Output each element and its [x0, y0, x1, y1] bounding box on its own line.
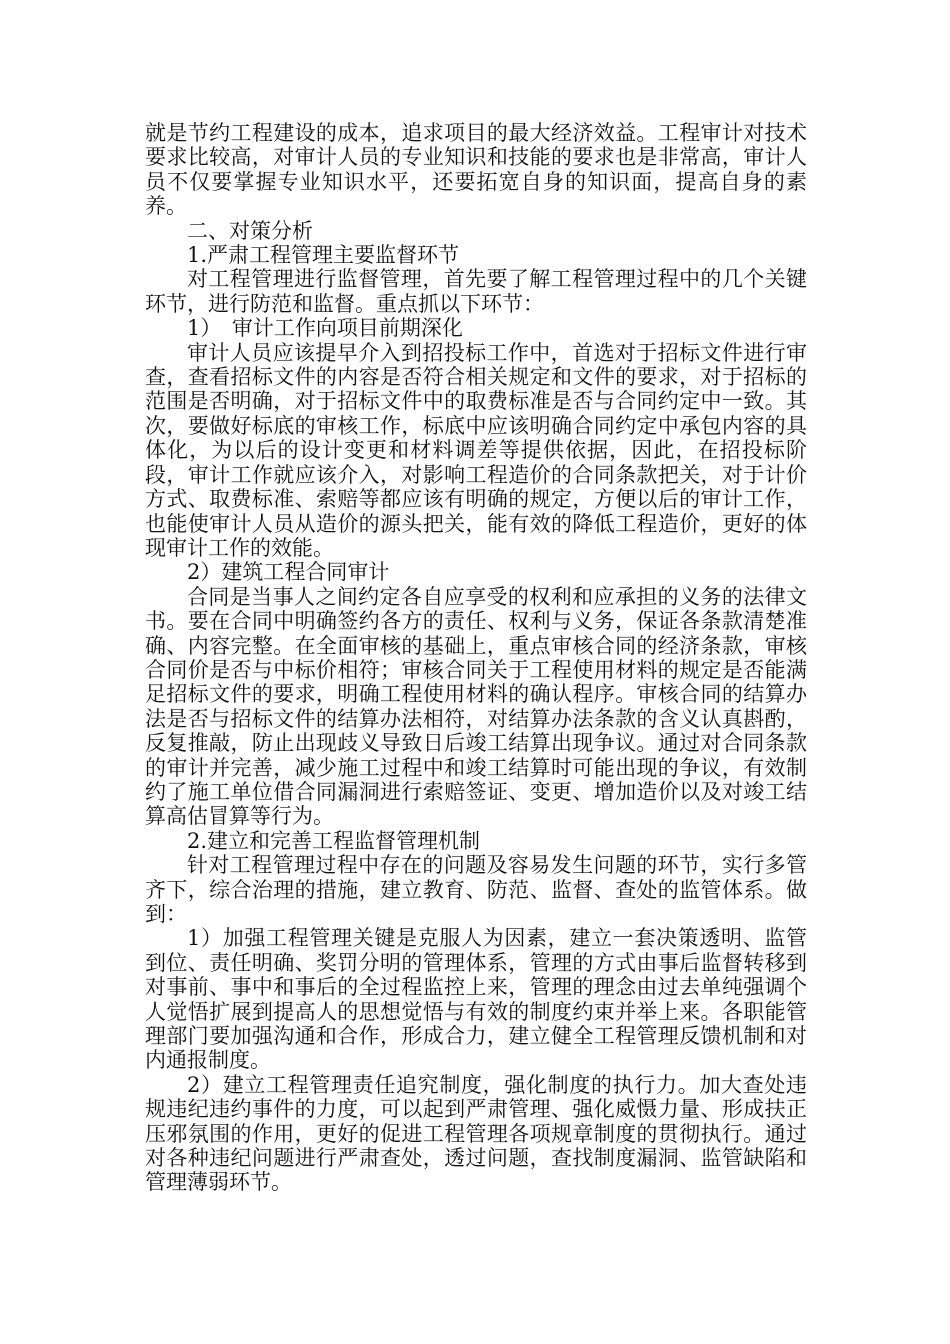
- paragraph-contract-audit: 合同是当事人之间约定各自应享受的权利和应承担的义务的法律文书。要在合同中明确签约各方的责任、权利与义务，保证各条款清楚准确、内容完整。在全面审核的基础上，重点审核合同的经济条款，审核合同价是否与中标价相符；审核合同关于工程使用材料的规定是否能满足招标文件的要求，明确工程使用材料的确认程序。审核合同的结算办法是否与招标文件的结算办法相符，对结算办法条款的含义认真斟酌，反复推敲，防止出现歧义导致日后竣工结算出现争议。通过对合同条款的审计并完善，减少施工过程中和竣工结算时可能出现的争议，有效制约了施工单位借合同漏洞进行索赔签证、变更、增加造价以及对竣工结算高估冒算等行为。: [145, 584, 807, 829]
- paragraph-management-system: 1）加强工程管理关键是克服人为因素，建立一套决策透明、监管到位、责任明确、奖罚分明的管理体系，管理的方式由事后监督转移到对事前、事中和事后的全过程监控上来，管理的理念由过去单纯强调个人觉悟扩展到提高人的思想觉悟与有效的制度约束并举上来。各职能管理部门要加强沟通和合作，形成合力，建立健全工程管理反馈机制和对内通报制度。: [145, 926, 807, 1073]
- paragraph-continuation: 就是节约工程建设的成本，追求项目的最大经济效益。工程审计对技术要求比较高，对审计人员的专业知识和技能的要求也是非常高，审计人员不仅要掌握专业知识水平，还要拓宽自身的知识面，提高自身的素养。: [145, 121, 807, 219]
- paragraph-bidding-audit: 审计人员应该提早介入到招投标工作中，首选对于招标文件进行审查，查看招标文件的内容是否符合相关规定和文件的要求，对于招标的范围是否明确，对于招标文件中的取费标准是否与合同约定中一致。其次，要做好标底的审核工作，标底中应该明确合同约定中承包内容的具体化，为以后的设计变更和材料调差等提供依据，因此，在招投标阶段，审计工作就应该介入，对影响工程造价的合同条款把关，对于计价方式、取费标准、索赔等都应该有明确的规定，方便以后的审计工作，也能使审计人员从造价的源头把关，能有效的降低工程造价，更好的体现审计工作的效能。: [145, 340, 807, 560]
- section-heading-countermeasures: 二、对策分析: [187, 218, 313, 243]
- item-heading-audit-early-stage: 1） 审计工作向项目前期深化: [187, 316, 463, 341]
- paragraph-key-links: 对工程管理进行监督管理，首先要了解工程管理过程中的几个关键环节，进行防范和监督。重点抓以下环节：: [145, 267, 807, 316]
- paragraph-accountability: 2）建立工程管理责任追究制度，强化制度的执行力。加大查处违规违纪违约事件的力度，可以起到严肃管理、强化威慑力量、形成扶正压邪氛围的作用，更好的促进工程管理各项规章制度的贯彻执行。通过对各种违纪问题进行严肃查处，透过问题，查找制度漏洞、监管缺陷和管理薄弱环节。: [145, 1072, 807, 1195]
- subheading-supervision-mechanism: 2.建立和完善工程监督管理机制: [187, 828, 481, 853]
- paragraph-supervision-system: 针对工程管理过程中存在的问题及容易发生问题的环节，实行多管齐下，综合治理的措施，建立教育、防范、监督、查处的监管体系。做到：: [145, 853, 807, 926]
- item-heading-contract-audit: 2）建筑工程合同审计: [187, 560, 390, 585]
- subheading-supervision-links: 1.严肃工程管理主要监督环节: [187, 243, 460, 268]
- document-body: [145, 121, 807, 1195]
